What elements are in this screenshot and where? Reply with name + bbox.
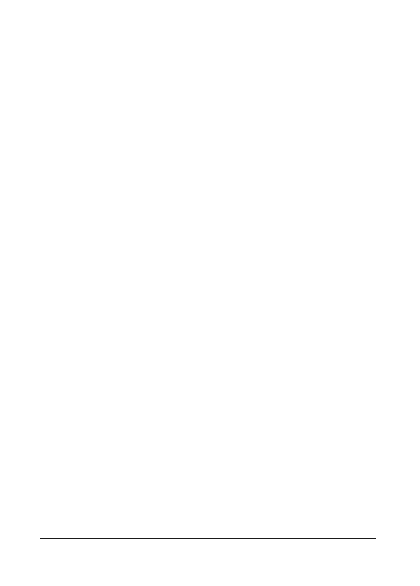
footer-rule [40,538,376,539]
page-body [40,22,376,28]
